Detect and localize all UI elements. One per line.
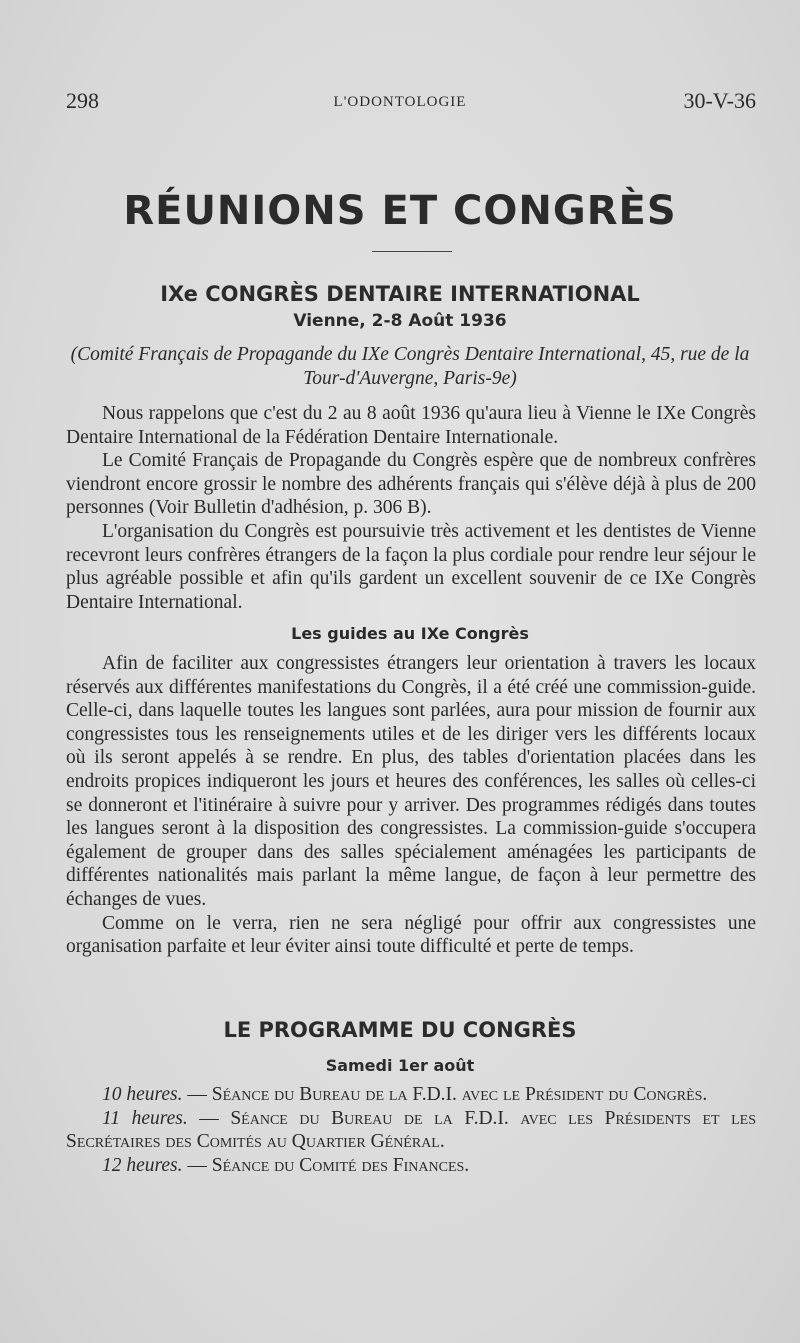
programme-item (66, 1154, 756, 1178)
guides-paragraphs (66, 652, 756, 959)
title-divider (372, 251, 452, 252)
running-title: L'ODONTOLOGIE (333, 94, 467, 110)
guides-heading: Les guides au IXe Congrès (291, 624, 529, 643)
programme-item (66, 1083, 756, 1107)
programme-list (66, 1083, 756, 1177)
congress-dates: Vienne, 2-8 Août 1936 (293, 311, 507, 331)
intro-paragraphs (66, 402, 756, 614)
page-title: RÉUNIONS ET CONGRÈS (123, 188, 677, 234)
paragraph: Comme on le verra, rien ne sera négligé pour offrir aux congressistes une organisation parfaite et leur éviter ainsi toute difficulté et perte de temps. (66, 912, 756, 958)
congress-heading: IXe CONGRÈS DENTAIRE INTERNATIONAL (160, 282, 640, 306)
programme-time: 12 heures. (102, 1154, 183, 1176)
programme-event: — Séance du Bureau de la F.D.I. avec le Président du Congrès. (187, 1084, 708, 1105)
programme-event: — Séance du Comité des Finances. (187, 1154, 470, 1176)
programme-time: 11 heures. (102, 1107, 188, 1129)
day-heading: Samedi 1er août (325, 1056, 475, 1075)
programme-item (66, 1107, 756, 1154)
paragraph: Le Comité Français de Propagande du Congrès espère que de nombreux confrères viendront encore grossir le nombre des adhérents français qui s'élève déjà à plus de 200 personnes (Voir Bulletin d'adhésion, p. 306 B). (66, 450, 756, 519)
programme-time: 10 heures. (102, 1084, 183, 1105)
paragraph: Nous rappelons que c'est du 2 au 8 août 1936 qu'aura lieu à Vienne le IXe Congrès Dentaire International de la Fédération Dentaire Internationale. (66, 403, 756, 448)
paragraph: Afin de faciliter aux congressistes étrangers leur orientation à travers les locaux réservés aux différentes manifestations du Congrès, il a été créé une commission-guide. Celle-ci, dans laquelle toutes les langues sont parlées, aura pour mission de fournir aux congressistes tous les renseignements utiles et de les diriger vers les différents locaux où ils seront appelés à se rendre. En plus, des tables d'orientation placées dans les endroits propices indiqueront les jours et heures des conférences, les salles où celles-ci se donneront et l'itinéraire à suivre pour y arriver. Des programmes rédigés dans toutes les langues seront à la disposition des congressistes. La commission-guide s'occupera également de grouper dans des salles spécialement aménagées les participants de différentes nationalités mais parlant la même langue, de façon à leur permettre des échanges de vues. (66, 653, 756, 910)
programme-heading: LE PROGRAMME DU CONGRÈS (223, 1018, 577, 1042)
programme-event: — Séance du Bureau de la F.D.I. avec les Présidents et les Secrétaires des Comités au Quartier Général. (66, 1107, 756, 1153)
paragraph: L'organisation du Congrès est poursuivie très activement et les dentistes de Vienne recevront leurs confrères étrangers de la façon la plus cordiale pour rendre leur séjour le plus agréable possible et afin qu'ils gardent un excellent souvenir de ce IXe Congrès Dentaire International. (66, 520, 756, 613)
issue-date: 30-V-36 (683, 88, 756, 113)
page-number: 298 (66, 88, 99, 113)
committee-address: (Comité Français de Propagande du IXe Congrès Dentaire International, 45, rue de la Tour-d'Auvergne, Paris-9e) (70, 344, 750, 389)
